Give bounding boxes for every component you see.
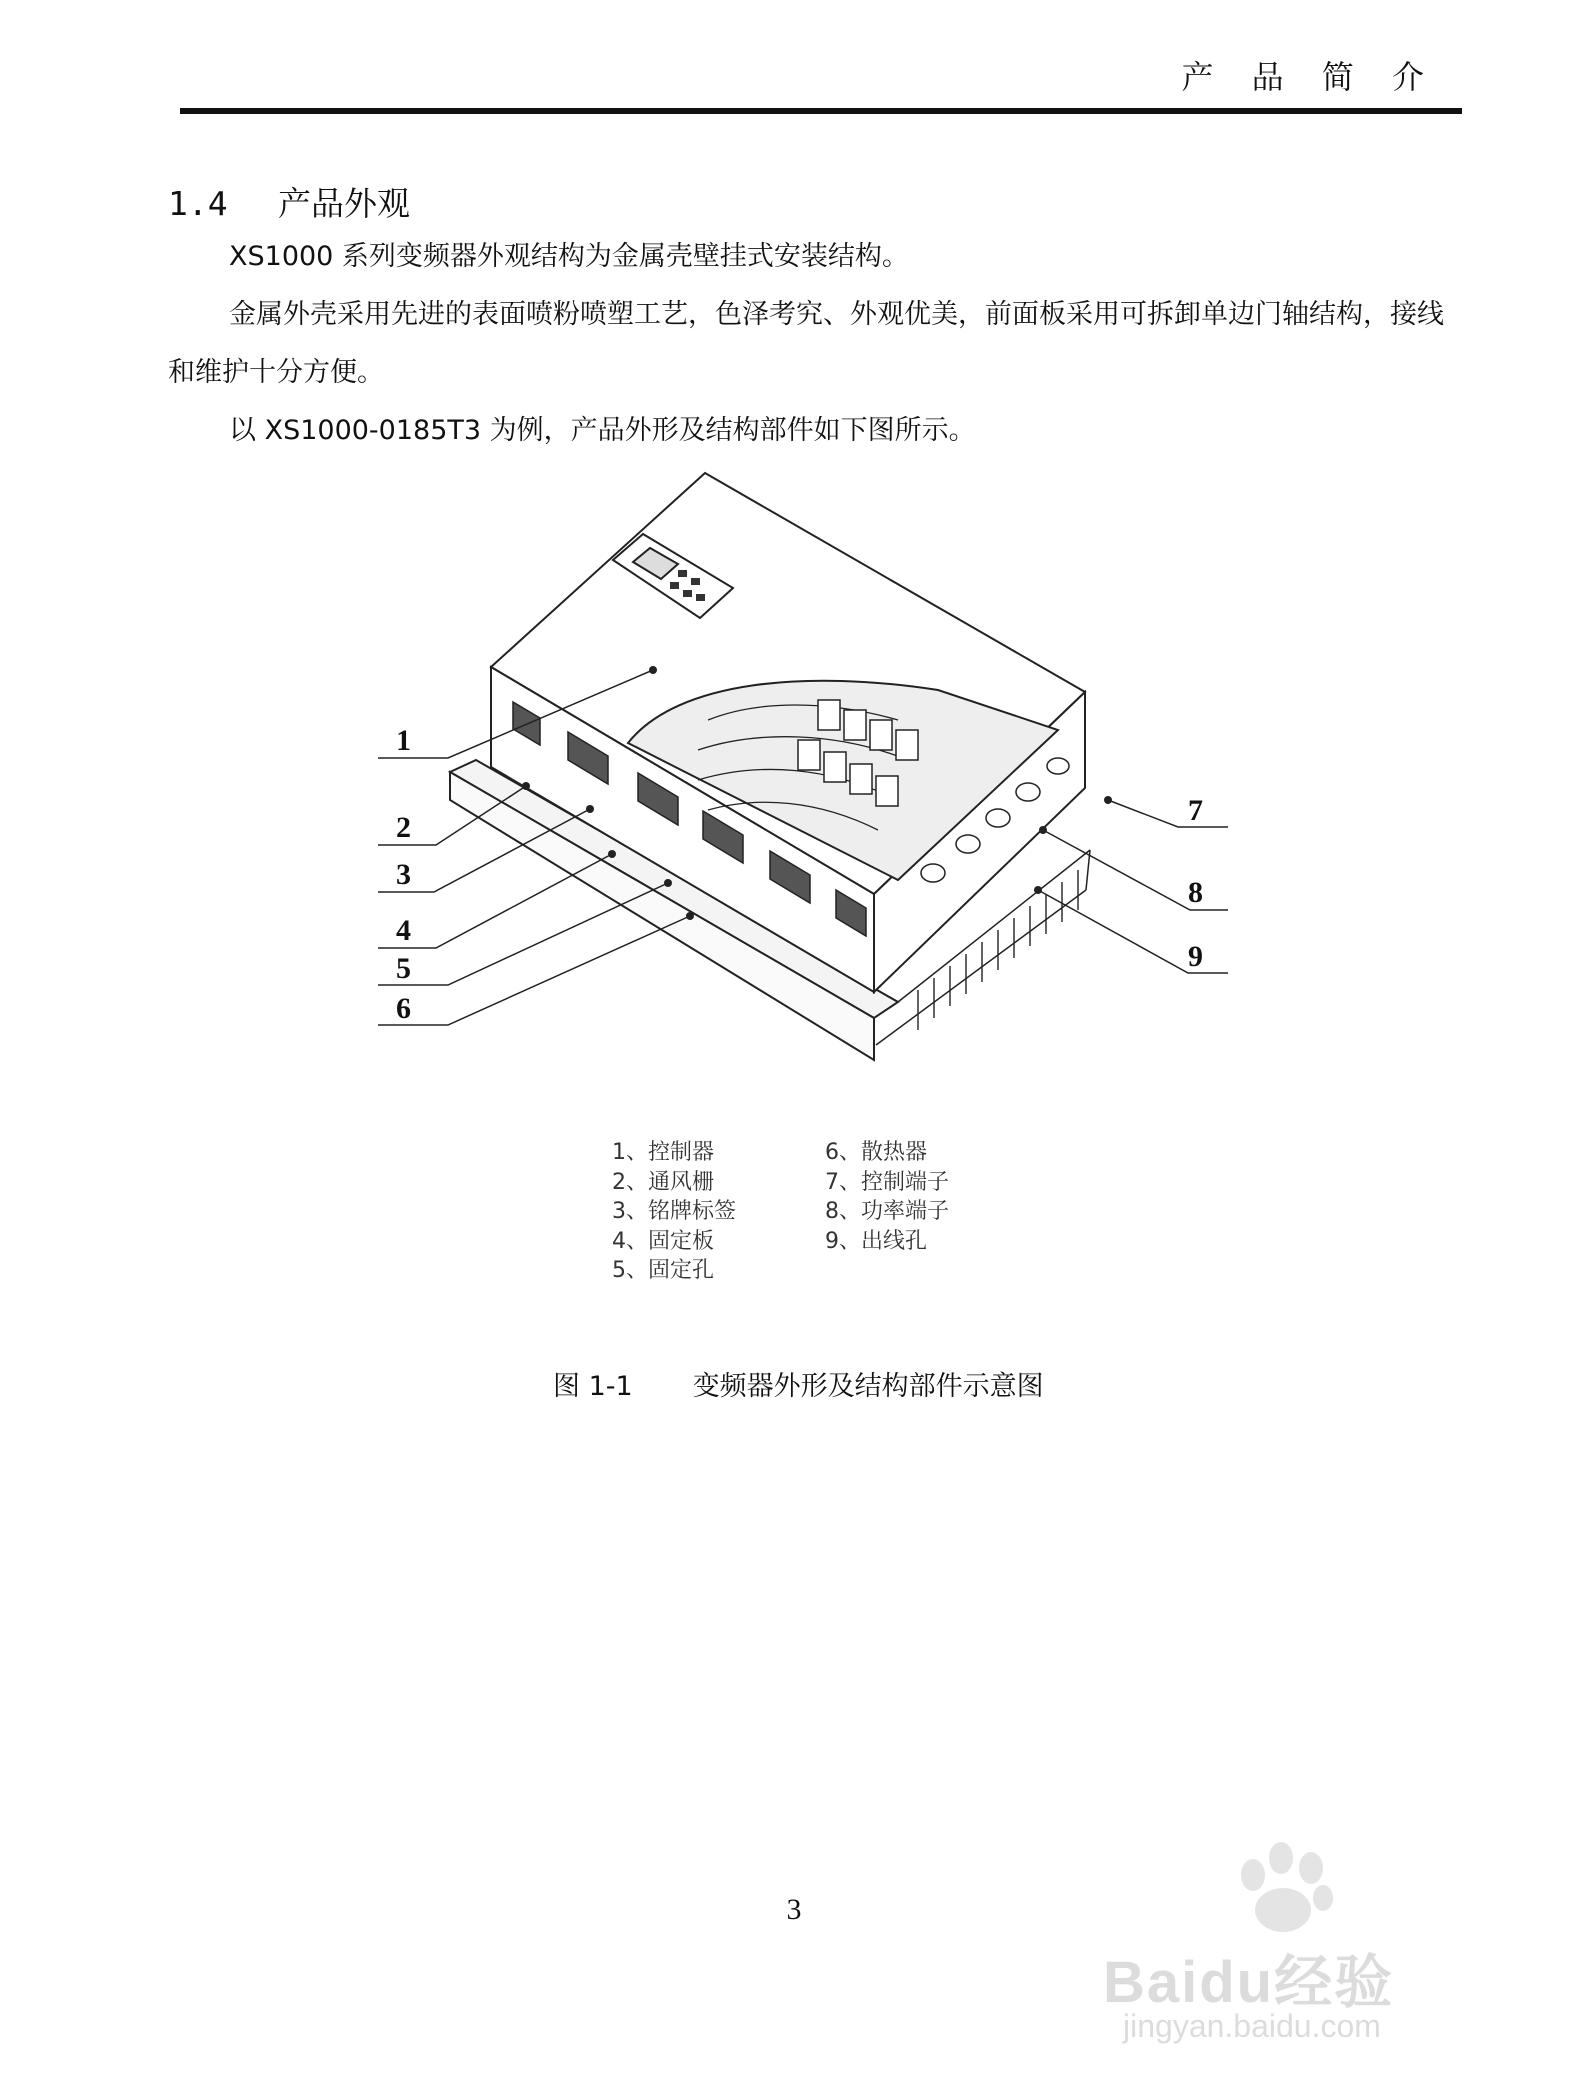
page-number: 3 xyxy=(786,1893,802,1926)
callout-1: 1 xyxy=(396,724,411,757)
legend-item: 3、铭牌标签 xyxy=(612,1199,736,1224)
callout-7: 7 xyxy=(1188,794,1203,827)
paw-logo-icon xyxy=(1223,1840,1343,1940)
callout-2: 2 xyxy=(396,811,411,844)
legend-item: 1、控制器 xyxy=(612,1140,714,1165)
figure-caption-number: 图 1-1 xyxy=(553,1371,633,1402)
callout-6: 6 xyxy=(396,992,411,1025)
callout-8: 8 xyxy=(1188,876,1203,909)
section-heading xyxy=(168,178,410,225)
callout-5: 5 xyxy=(396,952,411,985)
paragraph-1: XS1000 系列变频器外观结构为金属壳壁挂式安装结构。 xyxy=(229,241,909,272)
section-title: 产品外观 xyxy=(278,184,410,223)
running-header: 产 品 简 介 xyxy=(1181,58,1438,96)
legend-right xyxy=(825,1138,949,1256)
legend-item: 2、通风栅 xyxy=(612,1169,714,1195)
callout-9: 9 xyxy=(1188,940,1203,973)
legend-item: 7、控制端子 xyxy=(825,1169,949,1195)
callout-4: 4 xyxy=(396,914,411,947)
header-rule xyxy=(180,108,1462,114)
figure-caption xyxy=(553,1364,1044,1403)
watermark-site: jingyan.baidu.com xyxy=(1123,2008,1381,2044)
inverter-structure-figure xyxy=(378,470,1228,1090)
legend-item: 5、固定孔 xyxy=(612,1258,714,1283)
section-number: 1.4 xyxy=(168,184,228,223)
legend-item: 8、功率端子 xyxy=(825,1199,949,1224)
legend-item: 9、出线孔 xyxy=(825,1228,927,1254)
legend-item: 4、固定板 xyxy=(612,1228,714,1254)
legend-item: 6、散热器 xyxy=(825,1140,927,1165)
watermark-brand: Baidu经验 xyxy=(1103,1950,1395,2015)
paragraph-2: 金属外壳采用先进的表面喷粉喷塑工艺，色泽考究、外观优美，前面板采用可拆卸单边门轴结构，接线和维护十分方便。 xyxy=(168,299,1444,388)
callout-3: 3 xyxy=(396,858,411,891)
legend-left xyxy=(612,1138,736,1286)
figure-caption-text: 变频器外形及结构部件示意图 xyxy=(692,1371,1044,1402)
paragraph-3: 以 XS1000-0185T3 为例，产品外形及结构部件如下图所示。 xyxy=(229,415,976,446)
baidu-watermark xyxy=(1083,1840,1483,2070)
